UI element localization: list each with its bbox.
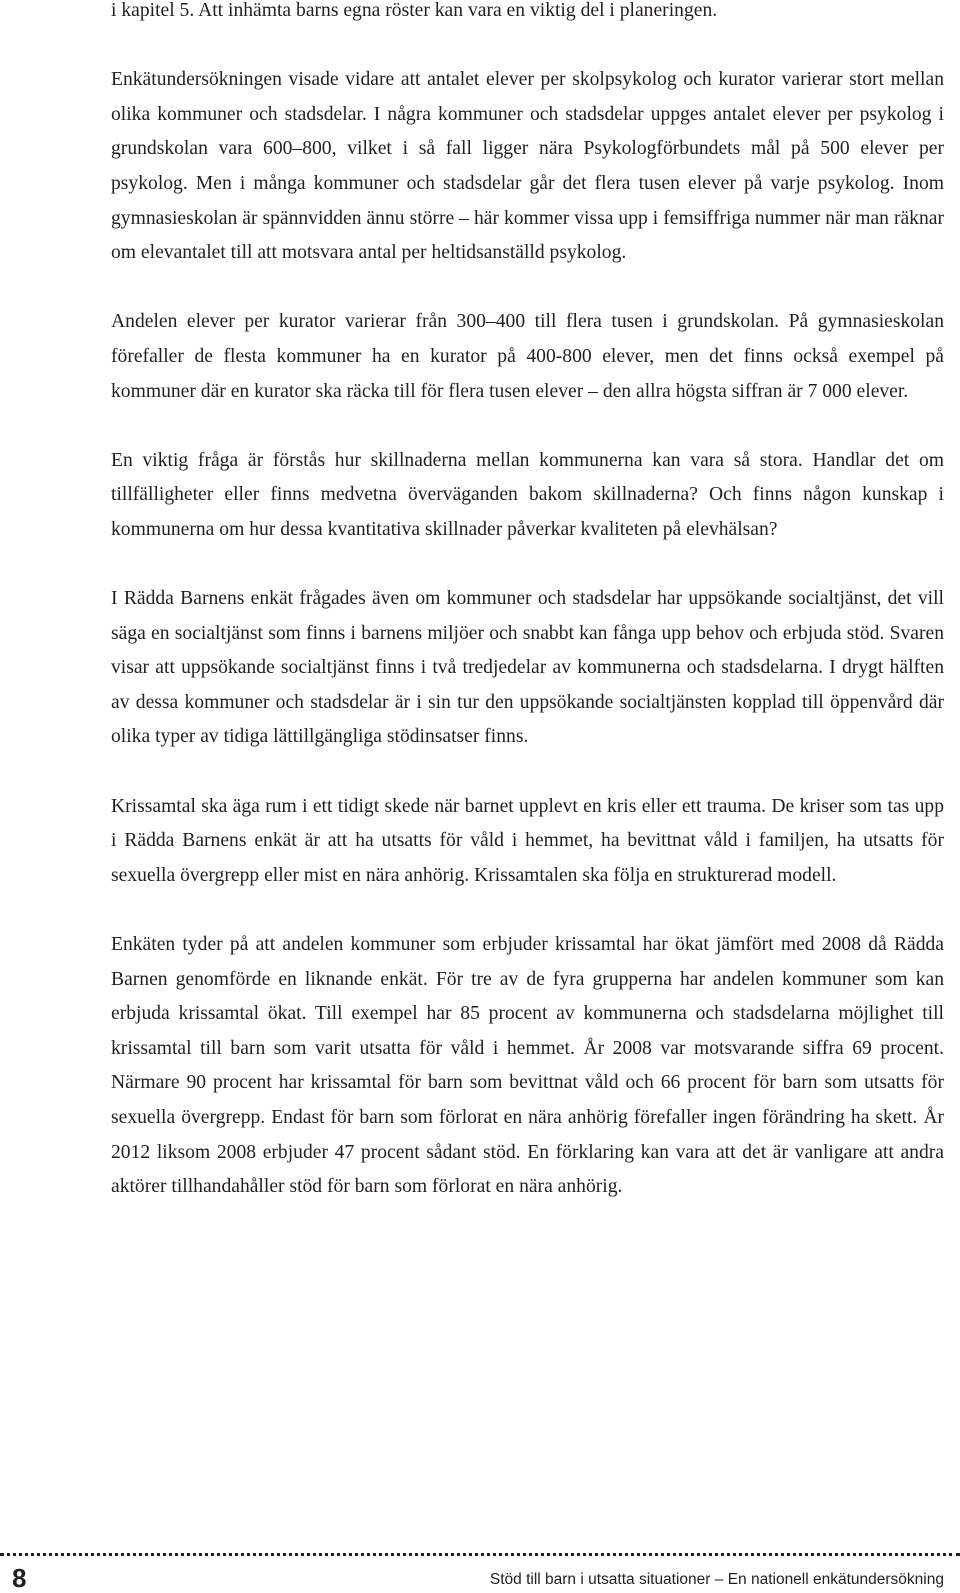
running-title: Stöd till barn i utsatta situationer – En nationell enkätundersökning <box>489 1571 944 1588</box>
footer-divider <box>0 1553 960 1556</box>
paragraph-psychologist-ratio: Enkätundersökningen visade vidare att antalet elever per skolpsykolog och kurator varierar stort mellan olika kommuner och stadsdelar. I några kommuner och stadsdelar uppges antalet elever per psykolog i grundskolan vara 600–800, vilket i så fall ligger nära Psykologförbundets mål på 500 elever per psykolog. Men i många kommuner och stadsdelar går det flera tusen elever på varje psykolog. Inom gymnasieskolan är spännvidden ännu större – här kommer vissa upp i femsiffriga nummer när man räknar om elevantalet till att motsvara antal per heltidsanställd psykolog. <box>111 69 944 264</box>
document-body <box>111 0 944 1239</box>
paragraph-counselor-ratio: Andelen elever per kurator varierar från 300–400 till flera tusen i grundskolan. På gymnasieskolan förefaller de flesta kommuner ha en kurator på 400-800 elever, men det finns också exempel på kommuner där en kurator ska räcka till för flera tusen elever – den allra högsta siffran är 7 000 elever. <box>111 311 944 402</box>
paragraph-chapter-reference: i kapitel 5. Att inhämta barns egna röster kan vara en viktig del i planeringen. <box>111 0 718 21</box>
paragraph-key-question: En viktig fråga är förstås hur skillnaderna mellan kommunerna kan vara så stora. Handlar det om tillfälligheter eller finns medvetna överväganden bakom skillnaderna? Och finns någon kunskap i kommunerna om hur dessa kvantitativa skillnader påverkar kvaliteten på elevhälsan? <box>111 449 944 540</box>
paragraph-survey-results: Enkäten tyder på att andelen kommuner som erbjuder krissamtal har ökat jämfört med 2008 då Rädda Barnen genomförde en liknande enkät. För tre av de fyra grupperna har andelen kommuner som kan erbjuda krissamtal ökat. Till exempel har 85 procent av kommunerna och stadsdelarna möjlighet till krissamtal till barn som varit utsatta för våld i hemmet. År 2008 var motsvarande siffra 69 procent. Närmare 90 procent har krissamtal för barn som bevittnat våld och 66 procent för barn som utsatts för sexuella övergrepp. Endast för barn som förlorat en nära anhörig förefaller ingen förändring ha skett. År 2012 liksom 2008 erbjuder 47 procent sådant stöd. En förklaring kan vara att det är vanligare att andra aktörer tillhandahåller stöd för barn som förlorat en nära anhörig. <box>111 934 944 1198</box>
page-number: 8 <box>12 1563 27 1593</box>
paragraph-outreach-social-services: I Rädda Barnens enkät frågades även om kommuner och stadsdelar har uppsökande socialtjänst, det vill säga en socialtjänst som finns i barnens miljöer och snabbt kan fånga upp behov och erbjuda stöd. Svaren visar att uppsökande socialtjänst finns i två tredjedelar av kommunerna och stadsdelarna. I drygt hälften av dessa kommuner och stadsdelar är i sin tur den uppsökande socialtjänsten kopplad till öppenvård där olika typer av tidiga lättillgängliga stödinsatser finns. <box>111 588 944 748</box>
paragraph-crisis-talks: Krissamtal ska äga rum i ett tidigt skede när barnet upplevt en kris eller ett trauma. De kriser som tas upp i Rädda Barnens enkät är att ha utsatts för våld i hemmet, ha bevittnat våld i familjen, ha utsatts för sexuella övergrepp eller mist en nära anhörig. Krissamtalen ska följa en strukturerad modell. <box>111 795 944 886</box>
